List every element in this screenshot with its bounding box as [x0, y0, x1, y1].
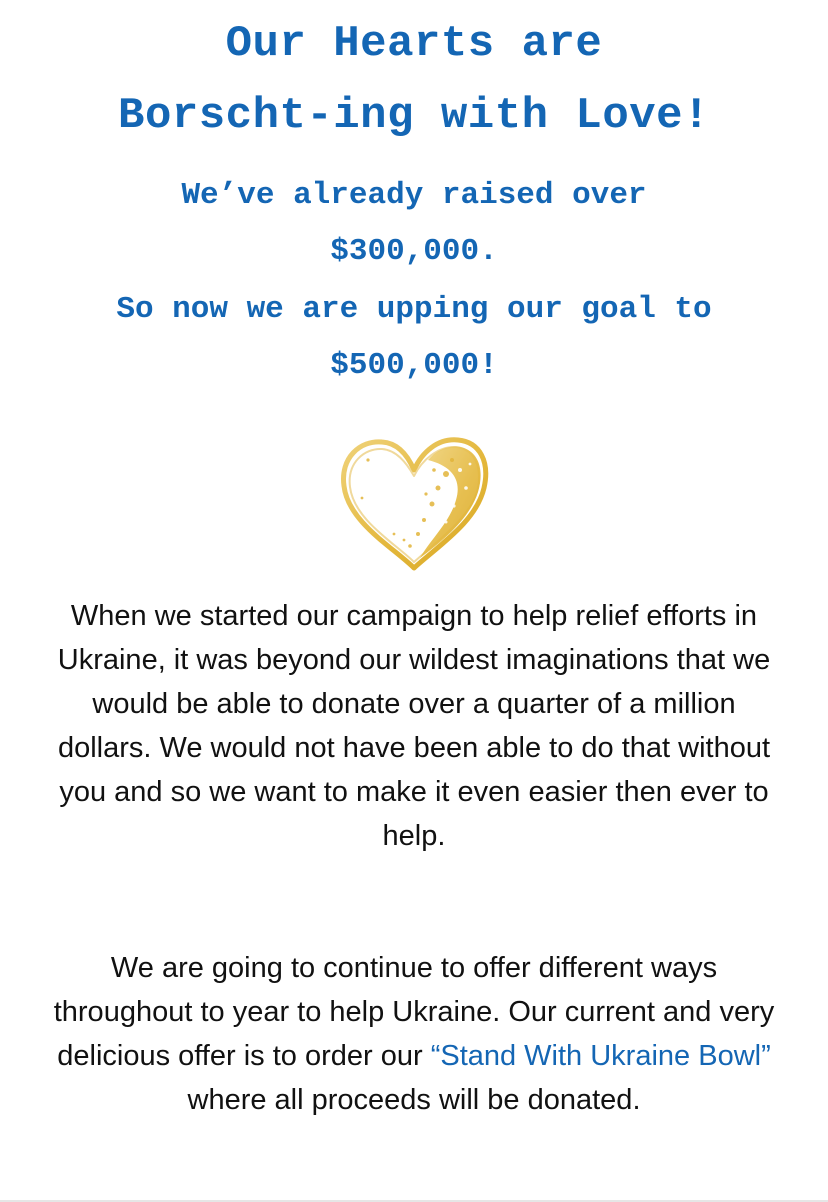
subheading-line-2: $300,000. — [330, 234, 498, 269]
offer-text-start: We are going to continue to offer different ways throughout to year to help Ukraine. Our current and very delicious offer is to order our — [53, 952, 775, 1072]
offer-paragraph — [50, 946, 778, 1122]
title-line-1: Our Hearts are — [225, 19, 603, 69]
subheading-line-4: $500,000! — [330, 348, 498, 383]
goal-amount-text — [0, 282, 828, 394]
gold-heart-icon — [334, 430, 494, 575]
stand-with-ukraine-bowl-link[interactable]: “Stand With Ukraine Bowl” — [430, 1040, 771, 1072]
campaign-paragraph: When we started our campaign to help relief efforts in Ukraine, it was beyond our wildest imaginations that we would be able to donate over a quarter of a million dollars. We would not have been able to do that without you and so we want to make it even easier then ever to help. — [57, 600, 771, 852]
raised-amount-text — [0, 168, 828, 280]
page-title — [0, 8, 828, 152]
subheading-line-3: So now we are upping our goal to — [116, 292, 712, 327]
offer-text-end: where all proceeds will be donated. — [187, 1084, 641, 1116]
title-line-2: Borscht-ing with Love! — [118, 91, 710, 141]
subheading-line-1: We’ve already raised over — [181, 178, 647, 213]
